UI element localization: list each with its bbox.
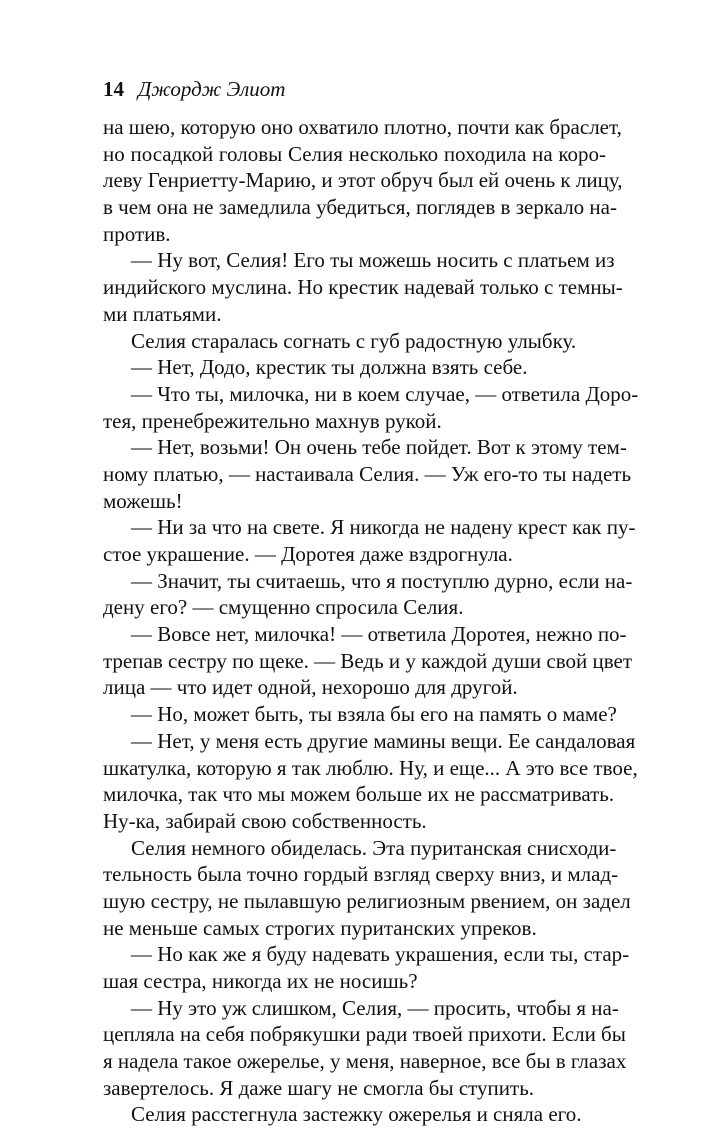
text-line: — Нет, возьми! Он очень тебе пойдет. Вот к этому тем- xyxy=(131,435,627,460)
text-line: ми платьями. xyxy=(103,301,222,326)
text-line: стое украшение. — Доротея даже вздрогнула. xyxy=(103,542,513,566)
text-line: Селия немного обиделась. Эта пуританская снисходи- xyxy=(131,835,617,860)
text-line: Селия старалась согнать с губ радостную улыбку. xyxy=(131,328,577,353)
text-line: тельность была точно гордый взгляд сверху вниз, и млад- xyxy=(103,862,619,887)
text-line: дену его? — смущенно спросила Селия. xyxy=(103,595,464,620)
text-line: можешь! xyxy=(103,488,183,513)
text-line: — Ну это уж слишком, Селия, — просить, чтобы я на- xyxy=(131,995,619,1020)
text-line: в чем она не замедлила убедиться, поглядев в зеркало на- xyxy=(103,195,617,220)
text-line: ному платью, — настаивала Селия. — Уж его-то ты надеть xyxy=(103,461,632,486)
text-line: я надела такое ожерелье, у меня, наверное, все бы в глазах xyxy=(103,1049,627,1074)
text-line: цепляла на себя побрякушки ради твоей прихоти. Если бы xyxy=(103,1022,626,1047)
text-line: шую сестру, не пылавшую религиозным рвением, он задел xyxy=(103,888,631,913)
text-line: но посадкой головы Селия несколько походила на коро- xyxy=(103,141,606,166)
text-line: — Вовсе нет, милочка! — ответила Доротея, нежно по- xyxy=(131,622,627,647)
text-line: завертелось. Я даже шагу не смогла бы ступить. xyxy=(103,1075,535,1100)
text-line: индийского муслина. Но крестик надевай только с темны- xyxy=(103,275,623,300)
text-line: милочка, так что мы можем больше их не рассматривать. xyxy=(103,782,615,807)
text-line: — Нет, Додо, крестик ты должна взять себе. xyxy=(131,355,528,380)
body-text xyxy=(103,114,639,1128)
text-line: трепав сестру по щеке. — Ведь и у каждой души свой цвет xyxy=(103,648,632,673)
text-line: на шею, которую оно охватило плотно, почти как браслет, xyxy=(103,115,622,139)
page-header xyxy=(103,76,285,102)
text-line: тея, пренебрежительно махнув рукой. xyxy=(103,408,442,433)
text-line: Селия расстегнула застежку ожерелья и сняла его. xyxy=(131,1102,582,1127)
running-title: Джордж Элиот xyxy=(138,77,286,101)
text-line: шкатулка, которую я так люблю. Ну, и еще... А это все твое, xyxy=(103,755,638,780)
text-line: лица — что идет одной, нехорошо для другой. xyxy=(103,675,518,700)
text-line: — Ну вот, Селия! Его ты можешь носить с платьем из xyxy=(131,248,615,273)
text-line: против. xyxy=(103,221,171,246)
text-line: — Но как же я буду надевать украшения, если ты, стар- xyxy=(131,942,630,967)
page-number: 14 xyxy=(103,77,124,101)
text-line: — Но, может быть, ты взяла бы его на память о маме? xyxy=(131,702,617,727)
text-line: шая сестра, никогда их не носишь? xyxy=(103,969,418,993)
text-line: не меньше самых строгих пуританских упреков. xyxy=(103,915,537,940)
text-line: леву Генриетту-Марию, и этот обруч был ей очень к лицу, xyxy=(103,168,623,193)
text-line: Ну-ка, забирай свою собственность. xyxy=(103,808,427,833)
text-line: — Что ты, милочка, ни в коем случае, — ответила Доро- xyxy=(131,381,639,406)
text-line: — Ни за что на свете. Я никогда не надену крест как пу- xyxy=(131,515,636,540)
text-line: — Значит, ты считаешь, что я поступлю дурно, если на- xyxy=(131,568,633,593)
text-line: — Нет, у меня есть другие мамины вещи. Ее сандаловая xyxy=(131,728,636,753)
